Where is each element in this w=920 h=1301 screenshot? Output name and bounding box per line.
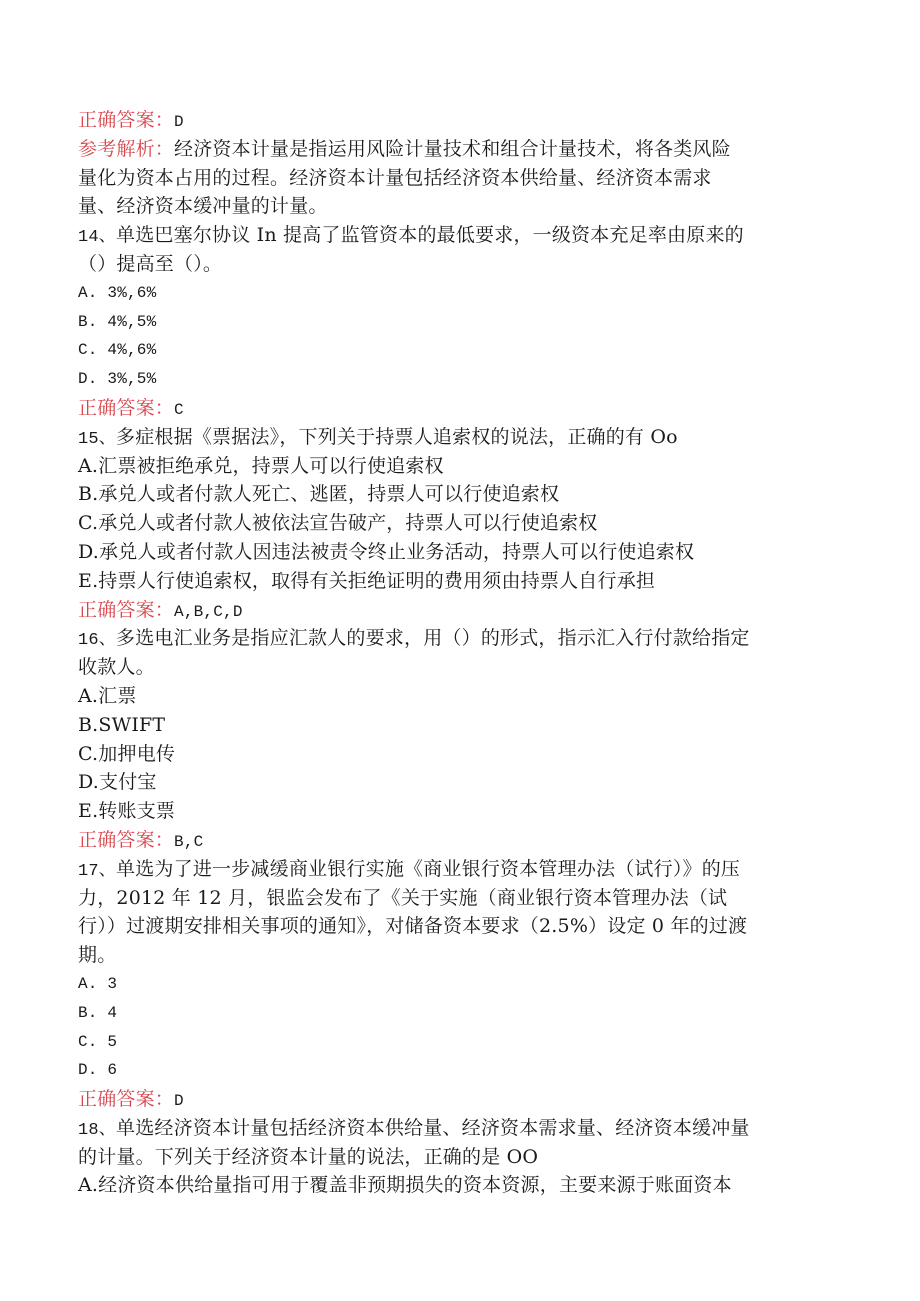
option-d: D.承兑人或者付款人因违法被责令终止业务活动，持票人可以行使追索权 [78,540,695,563]
answer-line [78,106,838,135]
question-stem [78,423,838,452]
option-a: A.汇票 [78,684,137,707]
option-b: B. 4 [78,1003,118,1022]
answer-line [78,1085,838,1114]
option-b: B. 4%,5% [78,312,157,331]
answer-value: C [174,400,184,419]
option-a: A.经济资本供给量指可用于覆盖非预期损失的资本资源，主要来源于账面资本 [78,1174,732,1197]
option-e: E.转账支票 [78,800,176,823]
question-number: 15、 [78,429,117,449]
stem-text: 的计量。下列关于经济资本计量的说法，正确的是 OO [78,1145,539,1168]
analysis-text: 量、经济资本缓冲量的计量。 [78,195,328,218]
option-d: D. 6 [78,1061,118,1080]
analysis-text: 量化为资本占用的过程。经济资本计量包括经济资本供给量、经济资本需求 [78,166,712,189]
stem-text: （）提高至（）。 [78,252,223,275]
option-c: C. 5 [78,1032,118,1051]
question-number: 16、 [78,631,117,651]
answer-line [78,826,838,855]
answer-label: 正确答案： [78,828,175,851]
stem-text: 行））过渡期安排相关事项的通知》，对储备资本要求（2.5%）设定 0 年的过渡 [78,915,748,938]
stem-text: 单选巴塞尔协议 In 提高了监管资本的最低要求，一级资本充足率由原来的 [116,224,744,247]
question-stem [78,855,838,884]
stem-text: 单选为了进一步减缓商业银行实施《商业银行资本管理办法（试行）》的压 [116,857,741,880]
option-e: E.持票人行使追索权，取得有关拒绝证明的费用须由持票人自行承担 [78,569,656,592]
analysis-text: 经济资本计量是指运用风险计量技术和组合计量技术，将各类风险 [174,137,731,160]
question-stem [78,1114,838,1143]
question-number: 17、 [78,861,117,881]
answer-value: B,C [174,832,204,851]
stem-text: 单选经济资本计量包括经济资本供给量、经济资本需求量、经济资本缓冲量 [116,1116,750,1139]
analysis-line [78,135,838,164]
answer-line [78,394,838,423]
question-stem [78,221,838,250]
answer-value: D [174,1092,184,1111]
stem-text: 期。 [78,944,117,967]
option-a: A. 3%,6% [78,283,157,302]
option-c: C. 4%,6% [78,341,157,360]
stem-text: 多选电汇业务是指应汇款人的要求，用（）的形式，指示汇入行付款给指定 [116,627,750,650]
answer-label: 正确答案： [78,598,175,621]
answer-label: 正确答案： [78,1088,175,1111]
answer-label: 正确答案： [78,109,175,131]
option-d: D. 3%,5% [78,370,157,389]
answer-value: D [174,113,184,131]
option-b: B.SWIFT [78,713,166,736]
option-a: A. 3 [78,974,118,993]
option-c: C.加押电传 [78,742,176,765]
question-number: 18、 [78,1120,117,1140]
stem-text: 收款人。 [78,656,155,679]
analysis-label: 参考解析： [78,137,175,160]
stem-text: 力，2012 年 12 月，银监会发布了《关于实施（商业银行资本管理办法（试 [78,886,728,909]
option-d: D.支付宝 [78,771,157,794]
question-stem [78,624,838,653]
document-page [78,106,838,1200]
stem-text: 多症根据《票据法》，下列关于持票人追索权的说法，正确的有 Oo [116,425,678,448]
option-a: A.汇票被拒绝承兑，持票人可以行使追索权 [78,454,444,477]
answer-label: 正确答案： [78,396,175,419]
answer-value: A,B,C,D [174,602,243,621]
option-b: B.承兑人或者付款人死亡、逃匿，持票人可以行使追索权 [78,483,560,506]
question-number: 14、 [78,228,117,248]
option-c: C.承兑人或者付款人被依法宣告破产，持票人可以行使追索权 [78,512,598,535]
answer-line [78,596,838,625]
